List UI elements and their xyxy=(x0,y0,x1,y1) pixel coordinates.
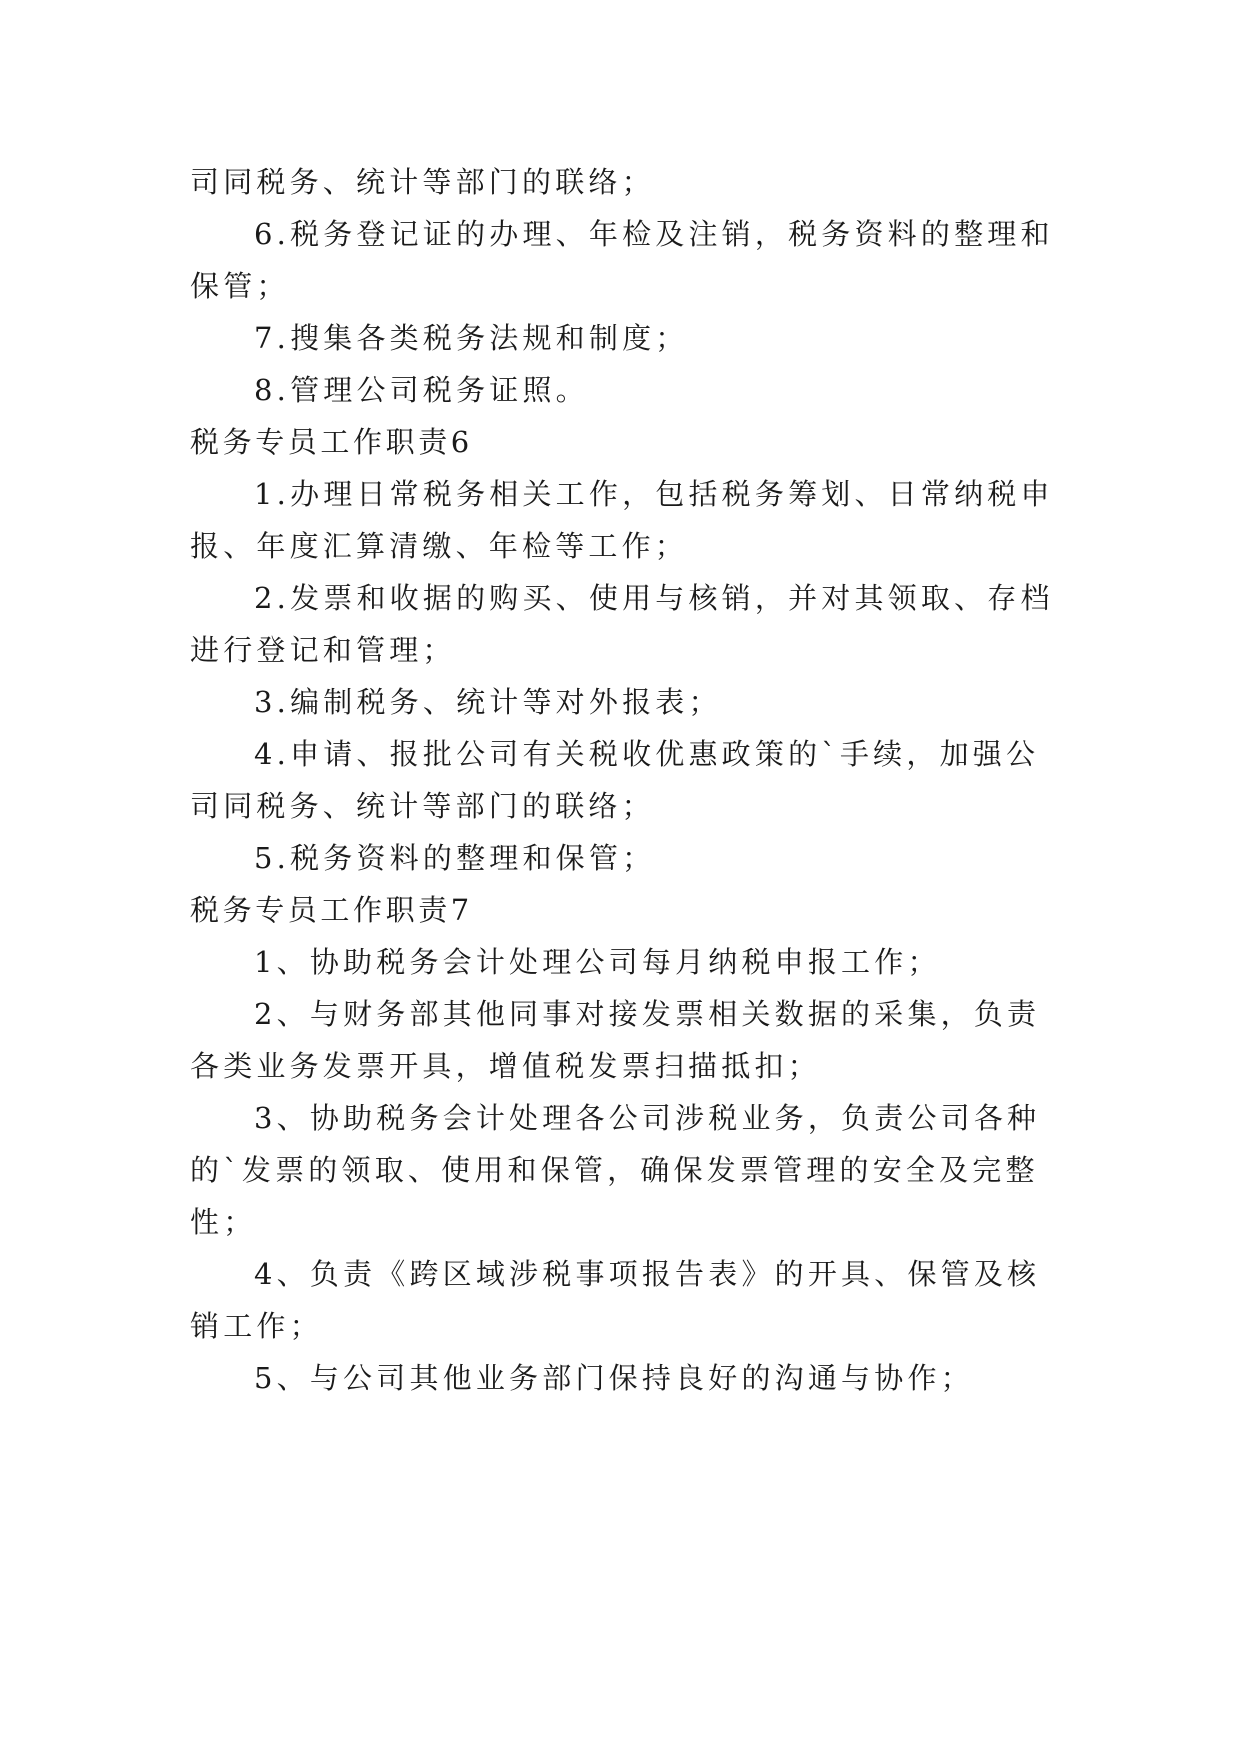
text-line: 3、协助税务会计处理各公司涉税业务，负责公司各种 xyxy=(254,1101,1041,1135)
text-line: 司同税务、统计等部门的联络； xyxy=(190,165,655,199)
text-line: 1.办理日常税务相关工作，包括税务筹划、日常纳税申 xyxy=(254,477,1054,511)
section-heading: 税务专员工作职责7 xyxy=(190,893,473,927)
text-line: 2、与财务部其他同事对接发票相关数据的采集，负责 xyxy=(254,997,1041,1031)
text-line: 3.编制税务、统计等对外报表； xyxy=(254,685,722,719)
text-line: 8.管理公司税务证照。 xyxy=(254,373,589,407)
text-line: 6.税务登记证的办理、年检及注销，税务资料的整理和 xyxy=(254,217,1054,251)
text-line: 进行登记和管理； xyxy=(190,633,456,667)
text-line: 性； xyxy=(190,1205,257,1239)
text-line: 保管； xyxy=(190,269,290,303)
section-heading: 税务专员工作职责6 xyxy=(190,425,473,459)
text-line: 司同税务、统计等部门的联络； xyxy=(190,789,655,823)
text-line: 2.发票和收据的购买、使用与核销，并对其领取、存档 xyxy=(254,581,1054,615)
text-line: 4、负责《跨区域涉税事项报告表》的开具、保管及核 xyxy=(254,1257,1041,1291)
text-line: 的`发票的领取、使用和保管，确保发票管理的安全及完整 xyxy=(190,1153,1039,1187)
text-line: 报、年度汇算清缴、年检等工作； xyxy=(190,529,689,563)
text-line: 各类业务发票开具，增值税发票扫描抵扣； xyxy=(190,1049,821,1083)
text-line: 7.搜集各类税务法规和制度； xyxy=(254,321,689,355)
text-line: 1、协助税务会计处理公司每月纳税申报工作； xyxy=(254,945,941,979)
text-line: 5、与公司其他业务部门保持良好的沟通与协作； xyxy=(254,1361,974,1395)
text-line: 5.税务资料的整理和保管； xyxy=(254,841,656,875)
text-line: 4.申请、报批公司有关税收优惠政策的`手续，加强公 xyxy=(254,737,1040,771)
text-line: 销工作； xyxy=(190,1309,323,1343)
